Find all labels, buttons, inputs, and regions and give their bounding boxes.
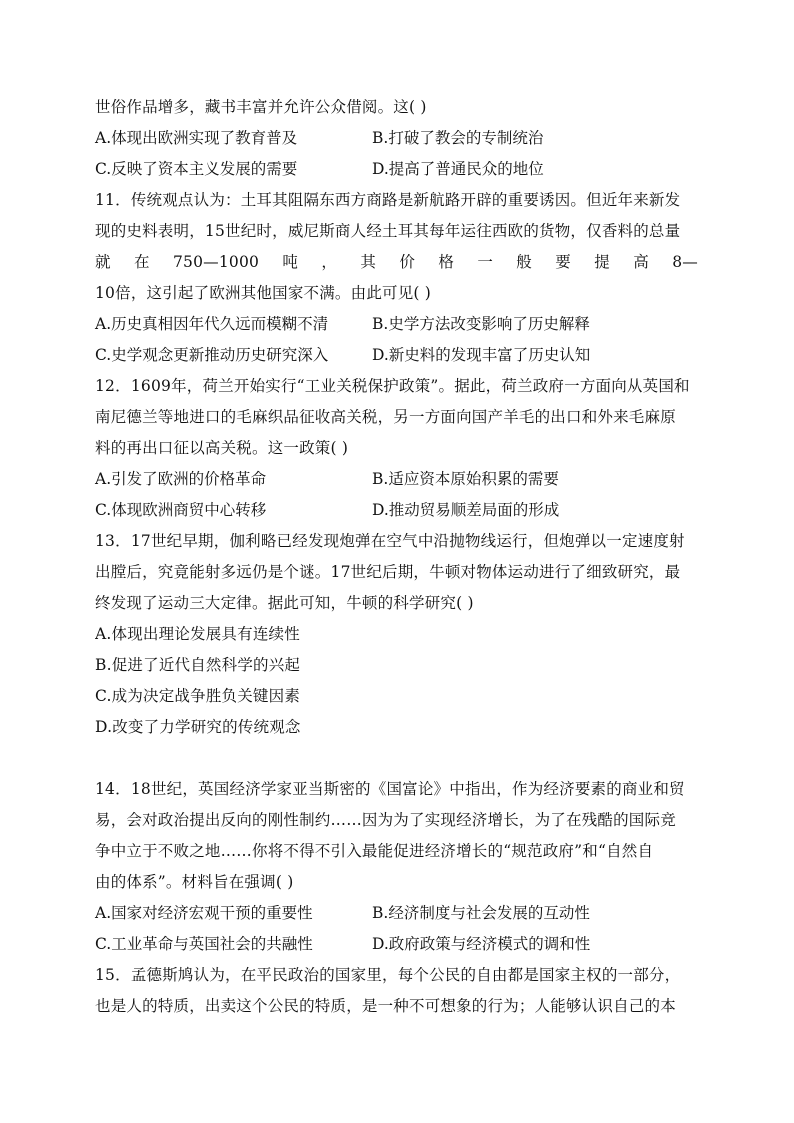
q11-word: ， [321, 253, 338, 271]
q11-option-b: B.史学方法改变影响了历史解释 [372, 315, 590, 333]
q11-word: 般 [516, 253, 532, 271]
q12-option-c: C.体现欧洲商贸中心转移 [95, 501, 267, 519]
q10-option-b: B.打破了教会的专制统治 [372, 129, 544, 147]
q11-options-row1 [95, 309, 698, 340]
q15-stem-line1: 15．孟德斯鸠认为，在平民政治的国家里，每个公民的自由都是国家主权的一部分， [95, 966, 681, 984]
q12-option-b: B.适应资本原始积累的需要 [372, 470, 559, 488]
q11-option-d: D.新史料的发现丰富了历史认知 [372, 346, 591, 364]
q14-option-b: B.经济制度与社会发展的互动性 [372, 904, 590, 922]
q14-options-row2 [95, 929, 698, 960]
q14-stem-line4: 由的体系”。材料旨在强调( ) [95, 873, 294, 891]
q11-word: 一 [477, 253, 494, 271]
q11-word: 价 [399, 253, 416, 271]
q11-option-a: A.历史真相因年代久远而模糊不清 [95, 315, 329, 333]
q13-option-c: C.成为决定战争胜负关键因素 [95, 687, 301, 705]
q13-stem-line2: 出膛后，究竟能射多远仍是个谜。17世纪后期，牛顿对物体运动进行了细致研究，最 [95, 563, 681, 581]
q13-option-b: B.促进了近代自然科学的兴起 [95, 656, 301, 674]
q11-word: 要 [555, 253, 571, 271]
q13-option-a: A.体现出理论发展具有连续性 [95, 625, 300, 643]
q11-stem-line1: 11．传统观点认为：土耳其阻隔东西方商路是新航路开辟的重要诱因。但近年来新发 [95, 191, 681, 209]
q10-option-a: A.体现出欧洲实现了教育普及 [95, 129, 298, 147]
q11-word: 提 [594, 253, 610, 271]
q11-word: 高 [633, 253, 649, 271]
q14-option-a: A.国家对经济宏观干预的重要性 [95, 904, 313, 922]
q12-options-row1 [95, 464, 698, 495]
q13-stem-line1: 13．17世纪早期，伽利略已经发现炮弹在空气中沿抛物线运行，但炮弹以一定速度射 [95, 532, 685, 550]
q12-stem-line1: 12．1609年，荷兰开始实行“工业关税保护政策”。据此，荷兰政府一方面向从英国和 [95, 377, 690, 395]
q14-option-d: D.政府政策与经济模式的调和性 [372, 935, 591, 953]
q11-word: 750—1000 [172, 253, 260, 271]
q11-word: 吨 [282, 253, 299, 271]
q11-stem-line4: 10倍，这引起了欧洲其他国家不满。由此可见( ) [95, 284, 432, 302]
q13-option-d: D.改变了力学研究的传统观念 [95, 718, 301, 736]
q14-option-c: C.工业革命与英国社会的共融性 [95, 935, 313, 953]
q11-word: 就 [95, 253, 111, 271]
q14-stem-line1: 14．18世纪，英国经济学家亚当斯密的《国富论》中指出，作为经济要素的商业和贸 [95, 780, 685, 798]
q11-stem-line2: 现的史料表明，15世纪时，威尼斯商人经土耳其每年运往西欧的货物，仅香料的总量 [95, 222, 681, 240]
q14-stem-line2: 易，会对政治提出反向的刚性制约……因为为了实现经济增长，为了在残酷的国际竞 [95, 811, 676, 829]
q10-stem-tail: 世俗作品增多，藏书丰富并允许公众借阅。这( ) [95, 98, 427, 116]
q11-word: 在 [133, 253, 150, 271]
q10-option-d: D.提高了普通民众的地位 [372, 160, 544, 178]
q14-options-row1 [95, 898, 698, 929]
q12-options-row2 [95, 495, 698, 526]
q13-stem-line3: 终发现了运动三大定律。据此可知，牛顿的科学研究( ) [95, 594, 474, 612]
q11-stem-line3 [95, 247, 698, 278]
q12-stem-line2: 南尼德兰等地进口的毛麻织品征收高关税，另一方面向国产羊毛的出口和外来毛麻原 [95, 408, 676, 426]
q15-stem-line2: 也是人的特质，出卖这个公民的特质，是一种不可想象的行为；人能够认识自己的本 [95, 997, 676, 1015]
q10-options-row2 [95, 154, 698, 185]
q10-option-c: C.反映了资本主义发展的需要 [95, 160, 298, 178]
q12-option-a: A.引发了欧洲的价格革命 [95, 470, 267, 488]
q10-options-row1 [95, 123, 698, 154]
q12-option-d: D.推动贸易顺差局面的形成 [372, 501, 560, 519]
q12-stem-line3: 料的再出口征以高关税。这一政策( ) [95, 439, 349, 457]
q11-options-row2 [95, 340, 698, 371]
q14-stem-line3: 争中立于不败之地……你将不得不引入最能促进经济增长的“规范政府”和“自然自 [95, 842, 654, 860]
blank-line [95, 743, 698, 774]
q11-word: 其 [360, 253, 377, 271]
q11-option-c: C.史学观念更新推动历史研究深入 [95, 346, 329, 364]
q11-word: 格 [438, 253, 455, 271]
q11-word: 8— [672, 253, 698, 271]
